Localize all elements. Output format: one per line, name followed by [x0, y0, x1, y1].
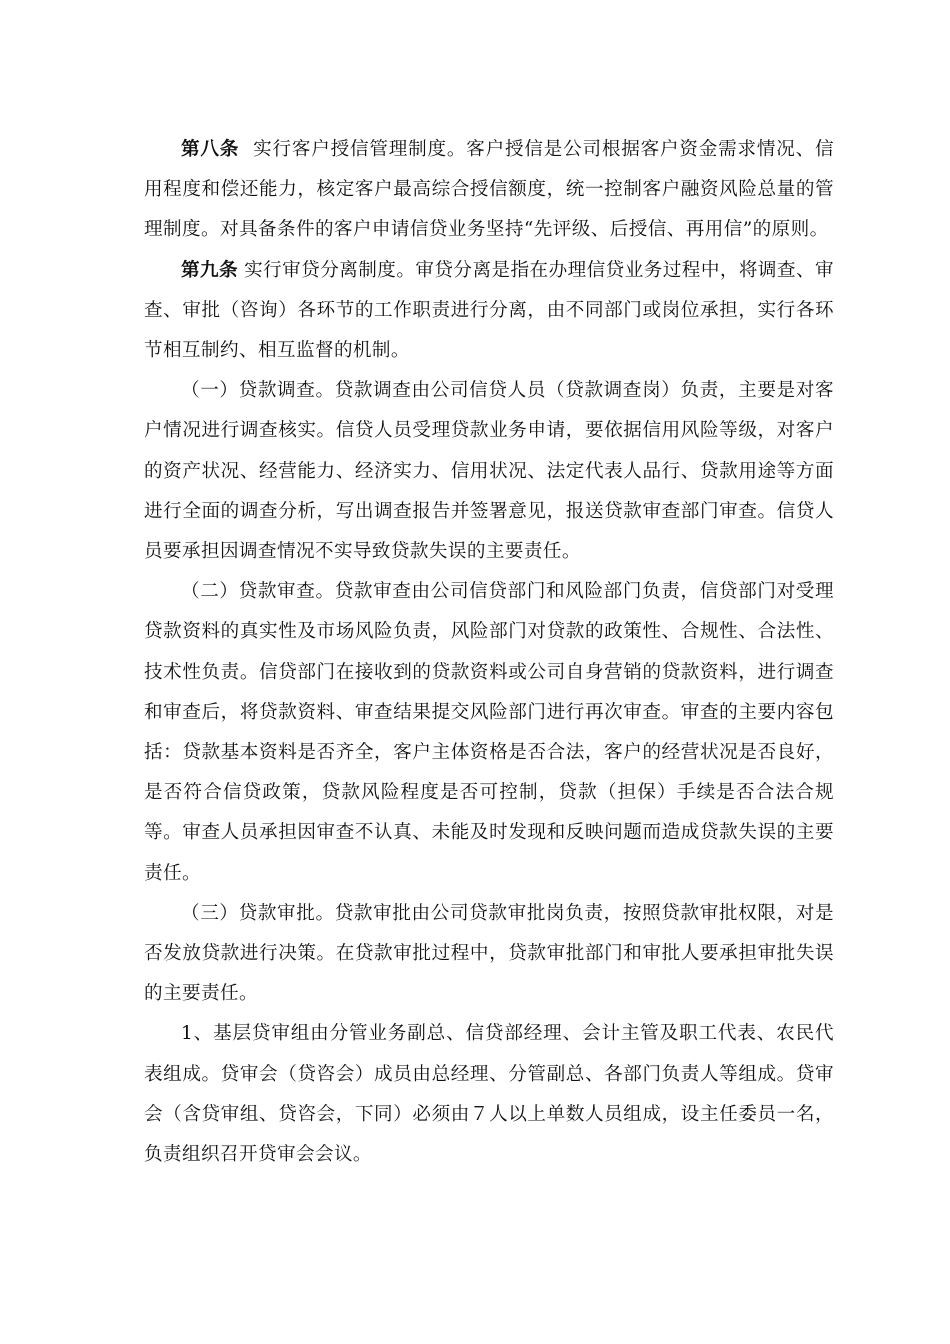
document-body: [144, 130, 834, 1175]
paragraph-committee-composition: [144, 1014, 834, 1175]
committee-composition-text: 1、基层贷审组由分管业务副总、信贷部经理、会计主管及职工代表、农民代表组成。贷审会（贷咨会）成员由总经理、分管副总、各部门负责人等组成。贷审会（含贷审组、贷咨会，下同）必须由７人以上单数人员组成，设主任委员一名，负责组织召开贷审会会议。: [144, 1023, 834, 1166]
article-9-text: 实行审贷分离制度。审贷分离是指在办理信贷业务过程中，将调查、审查、审批（咨询）各环节的工作职责进行分离，由不同部门或岗位承担，实行各环节相互制约、相互监督的机制。: [144, 259, 834, 362]
loan-approval-text: （三）贷款审批。贷款审批由公司贷款审批岗负责，按照贷款审批权限，对是否发放贷款进行决策。在贷款审批过程中，贷款审批部门和审批人要承担审批失误的主要责任。: [144, 902, 834, 1005]
loan-review-text: （二）贷款审查。贷款审查由公司信贷部门和风险部门负责，信贷部门对受理贷款资料的真实性及市场风险负责，风险部门对贷款的政策性、合规性、合法性、技术性负责。信贷部门在接收到的贷款资料或公司自身营销的贷款资料，进行调查和审查后，将贷款资料、审查结果提交风险部门进行再次审查。审查的主要内容包括：贷款基本资料是否齐全，客户主体资格是否合法，客户的经营状况是否良好，是否符合信贷政策，贷款风险程度是否可控制，贷款（担保）手续是否合法合规等。审查人员承担因审查不认真、未能及时发现和反映问题而造成贷款失误的主要责任。: [144, 581, 834, 884]
paragraph-loan-review: [144, 572, 834, 894]
paragraph-loan-investigation: [144, 371, 834, 572]
article-8-heading: 第八条: [181, 139, 240, 160]
loan-investigation-text: （一）贷款调查。贷款调查由公司信贷人员（贷款调查岗）负责，主要是对客户情况进行调查核实。信贷人员受理贷款业务申请，要依据信用风险等级，对客户的资产状况、经营能力、经济实力、信用状况、法定代表人品行、贷款用途等方面进行全面的调查分析，写出调查报告并签署意见，报送贷款审查部门审查。信贷人员要承担因调查情况不实导致贷款失误的主要责任。: [144, 380, 834, 563]
paragraph-article-9: [144, 251, 834, 372]
article-8-text: 实行客户授信管理制度。客户授信是公司根据客户资金需求情况、信用程度和偿还能力，核定客户最高综合授信额度，统一控制客户融资风险总量的管理制度。对具备条件的客户申请信贷业务坚持“先评级、后授信、再用信”的原则。: [144, 139, 834, 241]
paragraph-article-8: [144, 130, 834, 251]
article-9-heading: 第九条: [181, 259, 239, 281]
paragraph-loan-approval: [144, 894, 834, 1015]
